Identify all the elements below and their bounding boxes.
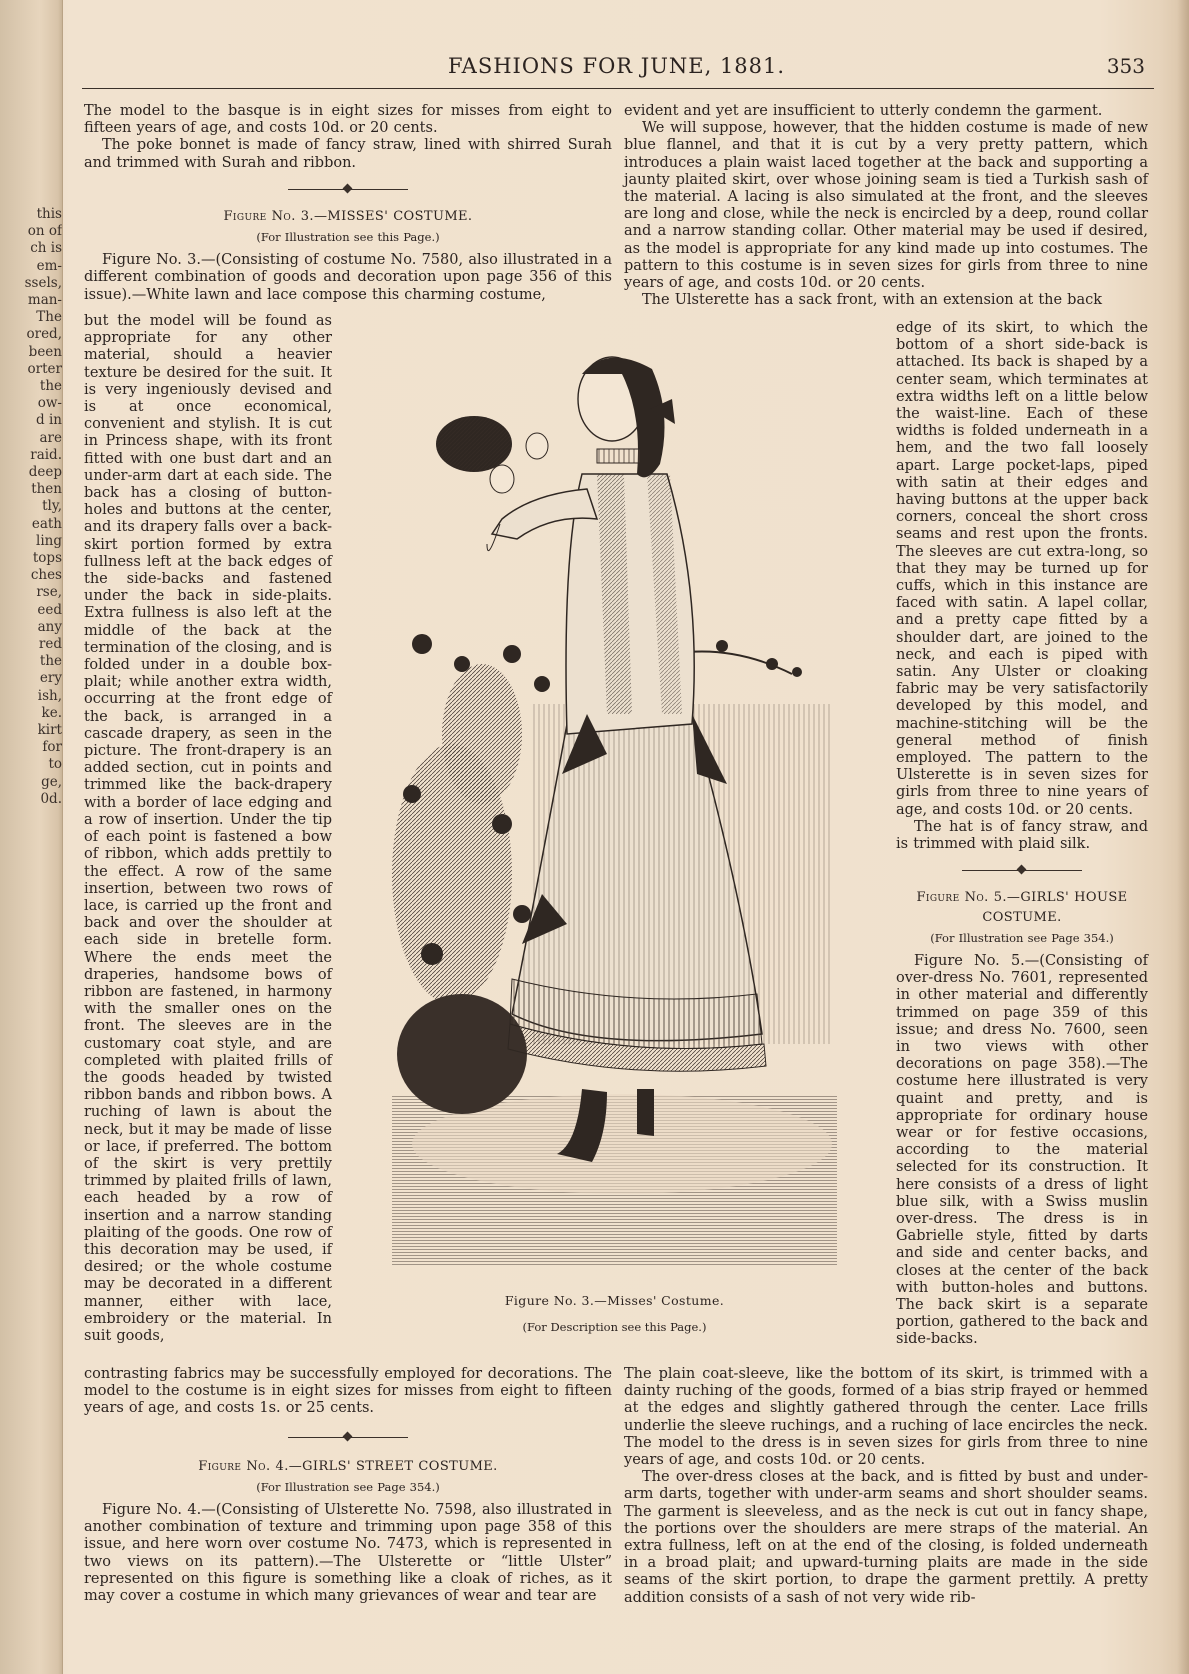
gutter-text-fragment: d in <box>36 412 62 429</box>
left-column-top <box>84 103 612 304</box>
gutter-text-fragment: orter <box>27 360 62 377</box>
paragraph: The poke bonnet is made of fancy straw, lined with shirred Surah and trimmed with Surah and ribbon. <box>84 137 612 171</box>
section-subheading: (For Illustration see Page 354.) <box>930 930 1114 945</box>
gutter-text-fragment: ish, <box>37 687 62 704</box>
gutter-text-fragment: ling <box>36 532 62 549</box>
gutter-text-fragment: ssels, <box>24 274 62 291</box>
gutter-text-fragment: this <box>36 206 62 222</box>
page-header <box>84 52 1149 84</box>
gutter-text-fragment: then <box>31 481 62 498</box>
paragraph: edge of its skirt, to which the bottom of a short side-back is attached. Its back is shaped by a center seam, which terminates at extra widths left on a little below the waist-line. Each of these widths is folded underneath in a hem, and the two fall loosely apart. Large pocket-laps, piped with satin at their edges and having buttons at the upper back corners, conceal the short cross seams and rest upon the fronts. The sleeves are cut extra-long, so that they may be turned up for cuffs, which in this instance are faced with satin. A lapel collar, and a pretty cape fitted by a shoulder dart, are joined to the neck, and each is piped with satin. Any Ulster or cloaking fabric may be very satisfactorily developed by this model, and machine-stitching will be the general method of finish employed. The pattern to the Ulsterette is in seven sizes for girls from three to nine years of age, and costs 10d. or 20 cents. <box>896 320 1148 818</box>
gutter-text-fragment: on of <box>27 223 62 240</box>
paragraph: The model to the basque is in eight sizes for misses from eight to fifteen years of age, and costs 10d. or 20 cents. <box>84 103 612 137</box>
gutter-text-fragment: been <box>28 343 62 360</box>
paragraph: The hat is of fancy straw, and is trimmed with plaid silk. <box>896 818 1148 853</box>
gutter-text-fragment: 0d. <box>40 790 62 807</box>
paragraph: We will suppose, however, that the hidden costume is made of new blue flannel, and that it is cut by a very pretty pattern, which introduces a plain waist laced together at the back and supporting a jaunty plaited skirt, over whose joining seam is tied a Turkish sash of the material. A lacing is also simulated at the front, and the sleeves are long and close, while the neck is encircled by a deep, round collar and a narrow standing collar. Other material may be used if desired, as the model is appropriate for any kind made up into costumes. The pattern to this costume is in seven sizes for girls from three to nine years of age, and costs 10d. or 20 cents. <box>624 120 1148 292</box>
section-heading: Figure No. 3.—MISSES' COSTUME. <box>223 208 473 224</box>
gutter-text-fragment: to <box>48 756 62 773</box>
gutter-text-fragment: tly, <box>42 498 62 515</box>
gutter-text-fragment: the <box>39 653 62 670</box>
gutter-text-fragment: ery <box>39 670 62 687</box>
paragraph: contrasting fabrics may be successfully employed for decorations. The model to the costume is in eight sizes for misses from eight to fifteen years of age, and costs 1s. or 25 cents. <box>84 1366 612 1417</box>
page-number: 353 <box>1106 54 1145 78</box>
gutter-text-fragment: tops <box>32 550 62 566</box>
gutter-text-fragment: man- <box>27 292 62 308</box>
section-heading: Figure No. 5.—GIRLS' HOUSE <box>916 890 1128 906</box>
paragraph: Figure No. 4.—(Consisting of Ulsterette No. 7598, also illustrated in another combination of texture and trimming upon page 358 of this issue, and here worn over costume No. 7473, which is represented in two views on its pattern).—The Ulsterette or “little Ulster” represented on this figure is something like a cloak of riches, as it may cover a costume in which many grievances of wear and tear are <box>84 1502 612 1605</box>
gutter-text-fragment: em- <box>36 257 62 274</box>
right-column-top <box>624 103 1148 309</box>
section-heading: Figure No. 4.—GIRLS' STREET COSTUME. <box>198 1458 498 1474</box>
gutter-text-fragment: ow- <box>37 395 62 412</box>
fashion-illustration <box>392 354 837 1266</box>
paragraph: evident and yet are insufficient to utterly condemn the garment. <box>624 103 1103 119</box>
section-heading: COSTUME. <box>982 909 1062 925</box>
paragraph: The Ulsterette has a sack front, with an extension at the back <box>642 292 1103 309</box>
gutter-text-fragment: ored, <box>26 326 62 343</box>
paragraph: but the model will be found as appropriate for any other material, should a heavier texture be desired for the suit. It is very ingeniously devised and is at once economical, convenient and stylish. It is cut in Princess shape, with its front fitted with one bust dart and an under-arm dart at each side. The back has a closing of button-holes and buttons at the center, and its drapery falls over a back-skirt portion formed by extra fullness left at the back edges of the side-backs and fastened under the back in side-plaits. Extra fullness is also left at the middle of the back at the termination of the closing, and is folded under in a double box-plait; while another extra width, occurring at the front edge of the back, is arranged in a cascade drapery, as seen in the picture. The front-drapery is an added section, cut in points and trimmed like the back-drapery with a border of lace edging and a row of insertion. Under the tip of each point is fastened a bow of ribbon, which adds prettily to the effect. A row of the same insertion, between two rows of lace, is carried up the front and back and over the shoulder at each side in bretelle form. Where the ends meet the draperies, handsome bows of ribbon are fastened, in harmony with the smaller ones on the front. The sleeves are in the customary coat style, and are completed with plaited frills of the goods headed by twisted ribbon bands and ribbon bows. A ruching of lawn is about the neck, but it may be made of lisse or lace, if preferred. The bottom of the skirt is very prettily trimmed by plaited frills of lawn, each headed by a row of insertion and a narrow standing plaiting of the goods. One row of this decoration may be used, if desired; or the whole costume may be decorated in a different manner, either with lace, embroidery or the material. In suit goods, <box>84 313 332 1344</box>
gutter-text-fragment: are <box>39 429 62 446</box>
section-ornament <box>896 863 1148 877</box>
gutter-text-fragment: ke. <box>41 704 62 721</box>
left-column-narrow <box>84 313 332 1345</box>
gutter-text-fragment: deep <box>28 464 62 480</box>
paragraph: The over-dress closes at the back, and is fitted by bust and under-arm darts, together with under-arm seams and short shoulder seams. The garment is sleeveless, and as the neck is cut out in fancy shape, the portions over the shoulders are mere straps of the material. An extra fullness, left on at the end of the closing, is folded underneath in a broad plait; and upward-turning plaits are made in the side seams of the skirt portion, to drape the garment prettily. A pretty addition consists of a sash of not very wide rib- <box>624 1469 1148 1606</box>
paragraph: Figure No. 5.—(Consisting of over-dress No. 7601, represented in other material and differently trimmed on page 359 of this issue; and dress No. 7600, seen in two views with other decorations on page 358).—The costume here illustrated is very quaint and pretty, and is appropriate for ordinary house wear or for festive occasions, according to the material selected for its construction. It here consists of a dress of light blue silk, with a Swiss muslin over-dress. The dress is in Gabrielle style, fitted by darts and side and center backs, and closes at the center of the back with button-holes and buttons. The back skirt is a separate portion, gathered to the back and side-backs. <box>896 952 1148 1348</box>
gutter-text-fragment: kirt <box>37 722 62 738</box>
gutter-text-fragment: any <box>37 618 62 635</box>
paragraph: The plain coat-sleeve, like the bottom of its skirt, is trimmed with a dainty ruching of the goods, formed of a bias strip frayed or hemmed at the edges and slightly gathered through the center. Lace frills underlie the sleeve ruchings, and a ruching of lace encircles the neck. The model to the dress is in seven sizes for girls from three to nine years of age, and costs 10d. or 20 cents. <box>624 1366 1148 1469</box>
gutter-text-fragment: for <box>42 739 62 756</box>
section-ornament <box>84 182 612 196</box>
gutter-text-fragment: eath <box>31 515 62 532</box>
adjacent-page-margin <box>0 0 63 1674</box>
gutter-text-fragment: red <box>38 636 62 652</box>
section-subheading: (For Illustration see this Page.) <box>256 230 440 245</box>
right-column-narrow <box>896 320 1148 1349</box>
right-column-bottom <box>624 1366 1148 1607</box>
figure-caption: Figure No. 3.—Misses' Costume. <box>504 1293 725 1308</box>
figure-caption-sub: (For Description see this Page.) <box>522 1320 707 1334</box>
gutter-text-fragment: The <box>36 309 62 326</box>
page-edge-shadow <box>1177 0 1189 1674</box>
gutter-text-fragment: the <box>39 378 62 394</box>
paragraph: Figure No. 3.—(Consisting of costume No. 7580, also illustrated in a different combination of goods and decoration upon page 356 of this issue).—White lawn and lace compose this charming costume, <box>84 252 612 303</box>
left-column-bottom <box>84 1366 612 1605</box>
gutter-text-fragment: ches <box>30 567 62 584</box>
gutter-text-fragment: eed <box>37 601 62 618</box>
running-title: FASHIONS FOR JUNE, 1881. <box>447 54 786 78</box>
section-ornament <box>84 1430 612 1444</box>
gutter-text-fragment: rse, <box>36 584 62 601</box>
gutter-text-fragment: ch is <box>30 240 62 257</box>
gutter-text-fragment: raid. <box>30 446 62 463</box>
header-rule <box>82 88 1154 89</box>
gutter-text-fragment: ge, <box>41 773 62 790</box>
section-subheading: (For Illustration see Page 354.) <box>256 1479 440 1494</box>
